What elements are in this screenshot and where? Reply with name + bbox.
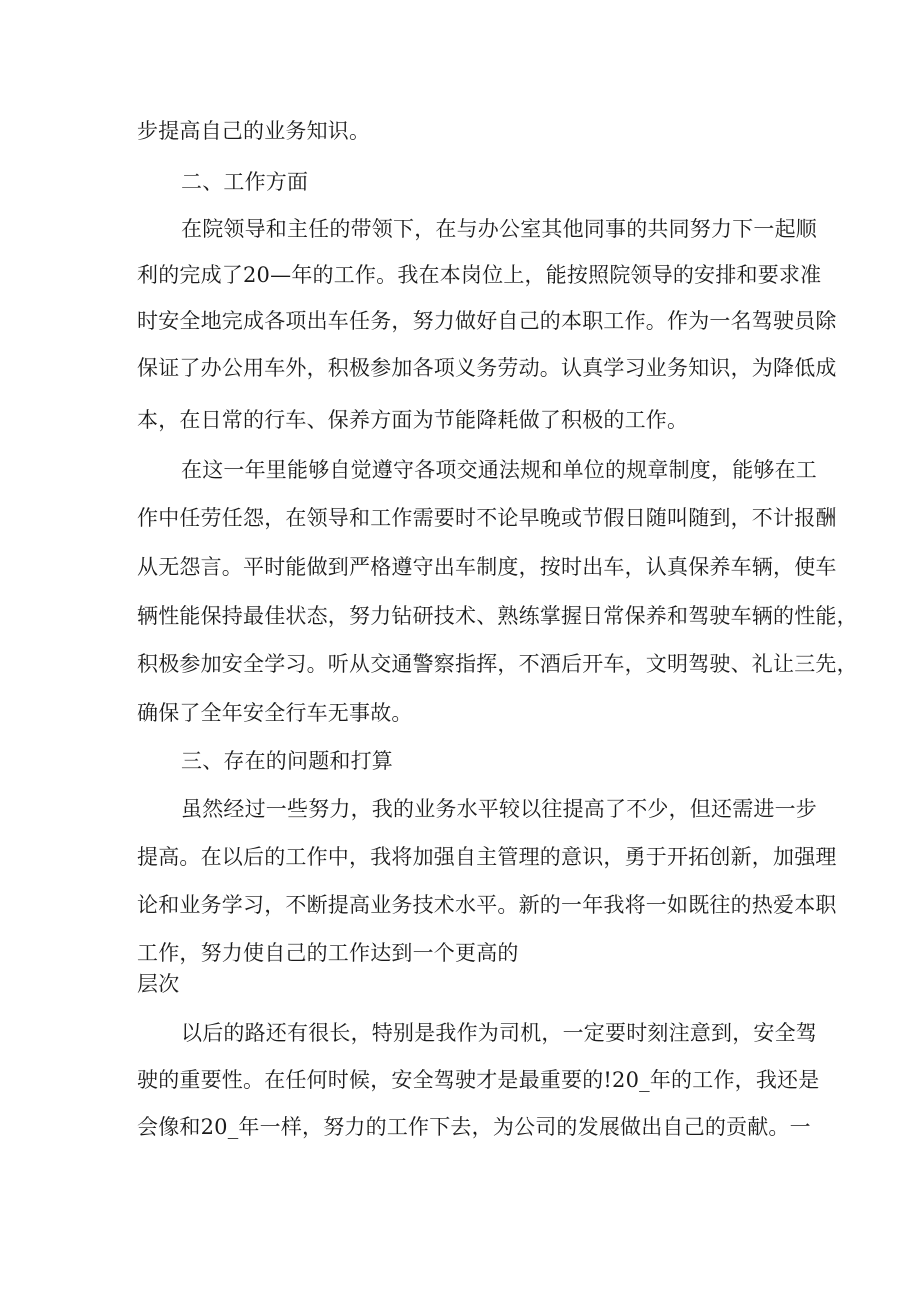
paragraph-line: 会像和20_年一样，努力的工作下去，为公司的发展做出自己的贡献。一: [137, 1115, 811, 1139]
paragraph-line: 提高。在以后的工作中，我将加强自主管理的意识，勇于开拓创新，加强理: [137, 845, 837, 869]
paragraph-line: 确保了全年安全行车无事故。: [137, 701, 413, 725]
paragraph-line: 虽然经过一些努力，我的业务水平较以往提高了不少，但还需进一步: [181, 797, 817, 821]
paragraph-line: 保证了办公用车外，积极参加各项义务劳动。认真学习业务知识，为降低成: [137, 356, 837, 380]
paragraph-line: 驶的重要性。在任何时候，安全驾驶才是最重要的!20_年的工作，我还是: [137, 1068, 820, 1092]
section-heading-problems: 三、存在的问题和打算: [181, 749, 393, 773]
paragraph-line: 利的完成了20—年的工作。我在本岗位上，能按照院领导的安排和要求准: [137, 263, 822, 287]
section-heading-work: 二、工作方面: [181, 170, 309, 194]
paragraph-line: 以后的路还有很长，特别是我作为司机，一定要时刻注意到，安全驾: [181, 1021, 817, 1045]
paragraph-line: 积极参加安全学习。听从交通警察指挥，不酒后开车，文明驾驶、礼让三先，: [137, 652, 858, 676]
paragraph-line: 在这一年里能够自觉遵守各项交通法规和单位的规章制度，能够在工: [181, 458, 817, 482]
paragraph-line: 在院领导和主任的带领下，在与办公室其他同事的共同努力下一起顺: [181, 217, 817, 241]
paragraph-line: 工作，努力使自己的工作达到一个更高的: [137, 941, 519, 965]
paragraph-line: 步提高自己的业务知识。: [137, 119, 371, 143]
paragraph-line: 本，在日常的行车、保养方面为节能降耗做了积极的工作。: [137, 408, 689, 432]
paragraph-line: 作中任劳任怨，在领导和工作需要时不论早晚或节假日随叫随到，不计报酬: [137, 506, 837, 530]
paragraph-line: 时安全地完成各项出车任务，努力做好自己的本职工作。作为一名驾驶员除: [137, 309, 837, 333]
paragraph-line: 层次: [137, 972, 180, 996]
paragraph-line: 从无怨言。平时能做到严格遵守出车制度，按时出车，认真保养车辆，使车: [137, 555, 837, 579]
paragraph-line: 论和业务学习，不断提高业务技术水平。新的一年我将一如既往的热爱本职: [137, 893, 837, 917]
paragraph-line: 辆性能保持最佳状态，努力钻研技术、熟练掌握日常保养和驾驶车辆的性能，: [137, 604, 858, 628]
